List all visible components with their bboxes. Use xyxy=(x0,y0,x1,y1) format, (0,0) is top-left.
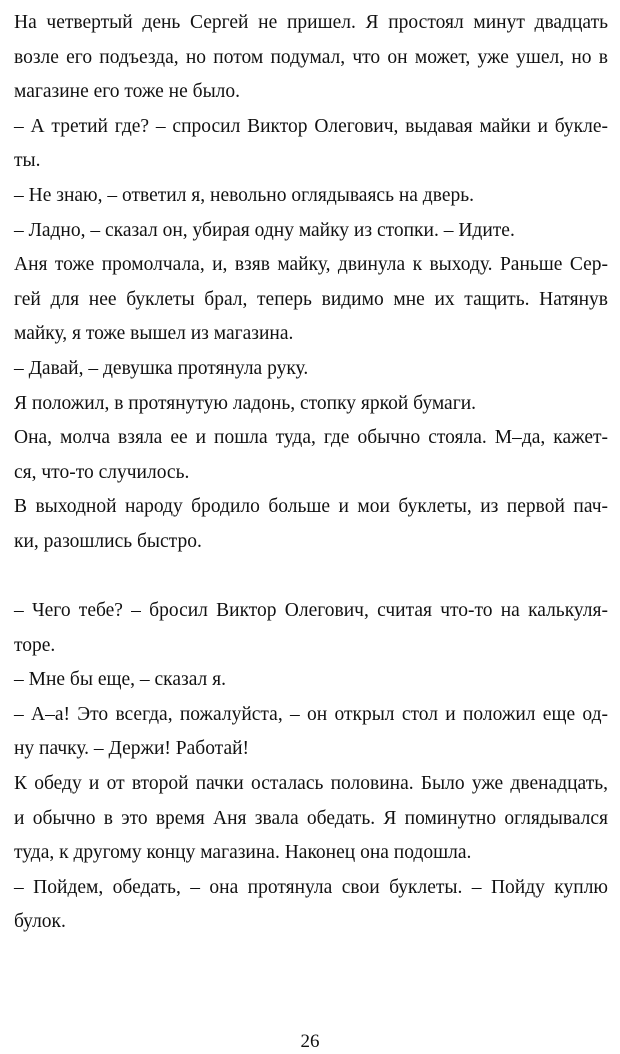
paragraph xyxy=(14,871,608,940)
text-line: – Чего тебе? – бросил Виктор Олегович, считая что-то на калькуля- xyxy=(14,600,608,622)
text-line: Аня тоже промолчала, и, взяв майку, двинула к выходу. Раньше Сер- xyxy=(14,254,608,276)
text-line: булок. xyxy=(14,911,66,933)
text-line: туда, к другому концу магазина. Наконец она подошла. xyxy=(14,842,472,864)
text-line: и обычно в это время Аня звала обедать. Я поминутно оглядывался xyxy=(14,807,608,829)
text-line: ся, что-то случилось. xyxy=(14,461,190,483)
paragraph xyxy=(14,110,608,179)
text-line: – Не знаю, – ответил я, невольно оглядываясь на дверь. xyxy=(14,184,474,206)
text-line: – Давай, – девушка протянула руку. xyxy=(14,357,309,379)
text-line: ты. xyxy=(14,150,41,172)
paragraph xyxy=(14,248,608,352)
text-line: В выходной народу бродило больше и мои буклеты, из первой пач- xyxy=(14,496,608,518)
text-line: – А–а! Это всегда, пожалуйста, – он открыл стол и положил еще од- xyxy=(14,703,608,725)
paragraph xyxy=(14,490,608,559)
paragraph xyxy=(14,767,608,871)
paragraph xyxy=(14,663,608,698)
paragraph xyxy=(14,214,608,249)
text-line: – А третий где? – спросил Виктор Олегович, выдавая майки и букле- xyxy=(14,115,608,137)
paragraph xyxy=(14,352,608,387)
text-line: Я положил, в протянутую ладонь, стопку яркой бумаги. xyxy=(14,392,477,414)
paragraph xyxy=(14,421,608,490)
paragraph xyxy=(14,594,608,663)
paragraph xyxy=(14,698,608,767)
text-line: майку, я тоже вышел из магазина. xyxy=(14,323,294,345)
paragraph xyxy=(14,179,608,214)
text-line: ну пачку. – Держи! Работай! xyxy=(14,738,250,760)
text-line: Она, молча взяла ее и пошла туда, где обычно стояла. М–да, кажет- xyxy=(14,427,608,449)
text-line: К обеду и от второй пачки осталась половина. Было уже двенадцать, xyxy=(14,773,608,795)
text-line: На четвертый день Сергей не пришел. Я простоял минут двадцать xyxy=(14,12,608,33)
text-line: возле его подъезда, но потом подумал, что он может, уже ушел, но в xyxy=(14,46,608,68)
page-text xyxy=(14,0,608,940)
paragraph xyxy=(14,387,608,422)
blank-line xyxy=(14,560,608,595)
text-line: – Ладно, – сказал он, убирая одну майку из стопки. – Идите. xyxy=(14,219,515,241)
text-line: ки, разошлись быстро. xyxy=(14,530,202,552)
text-line: магазине его тоже не было. xyxy=(14,81,241,103)
paragraph xyxy=(14,6,608,110)
text-line: – Мне бы еще, – сказал я. xyxy=(14,669,226,691)
text-line: – Пойдем, обедать, – она протянула свои буклеты. – Пойду куплю xyxy=(14,876,608,898)
text-line: торе. xyxy=(14,634,56,656)
page-number: 26 xyxy=(300,1031,320,1052)
text-line: гей для нее буклеты брал, теперь видимо мне их тащить. Натянув xyxy=(14,288,608,310)
